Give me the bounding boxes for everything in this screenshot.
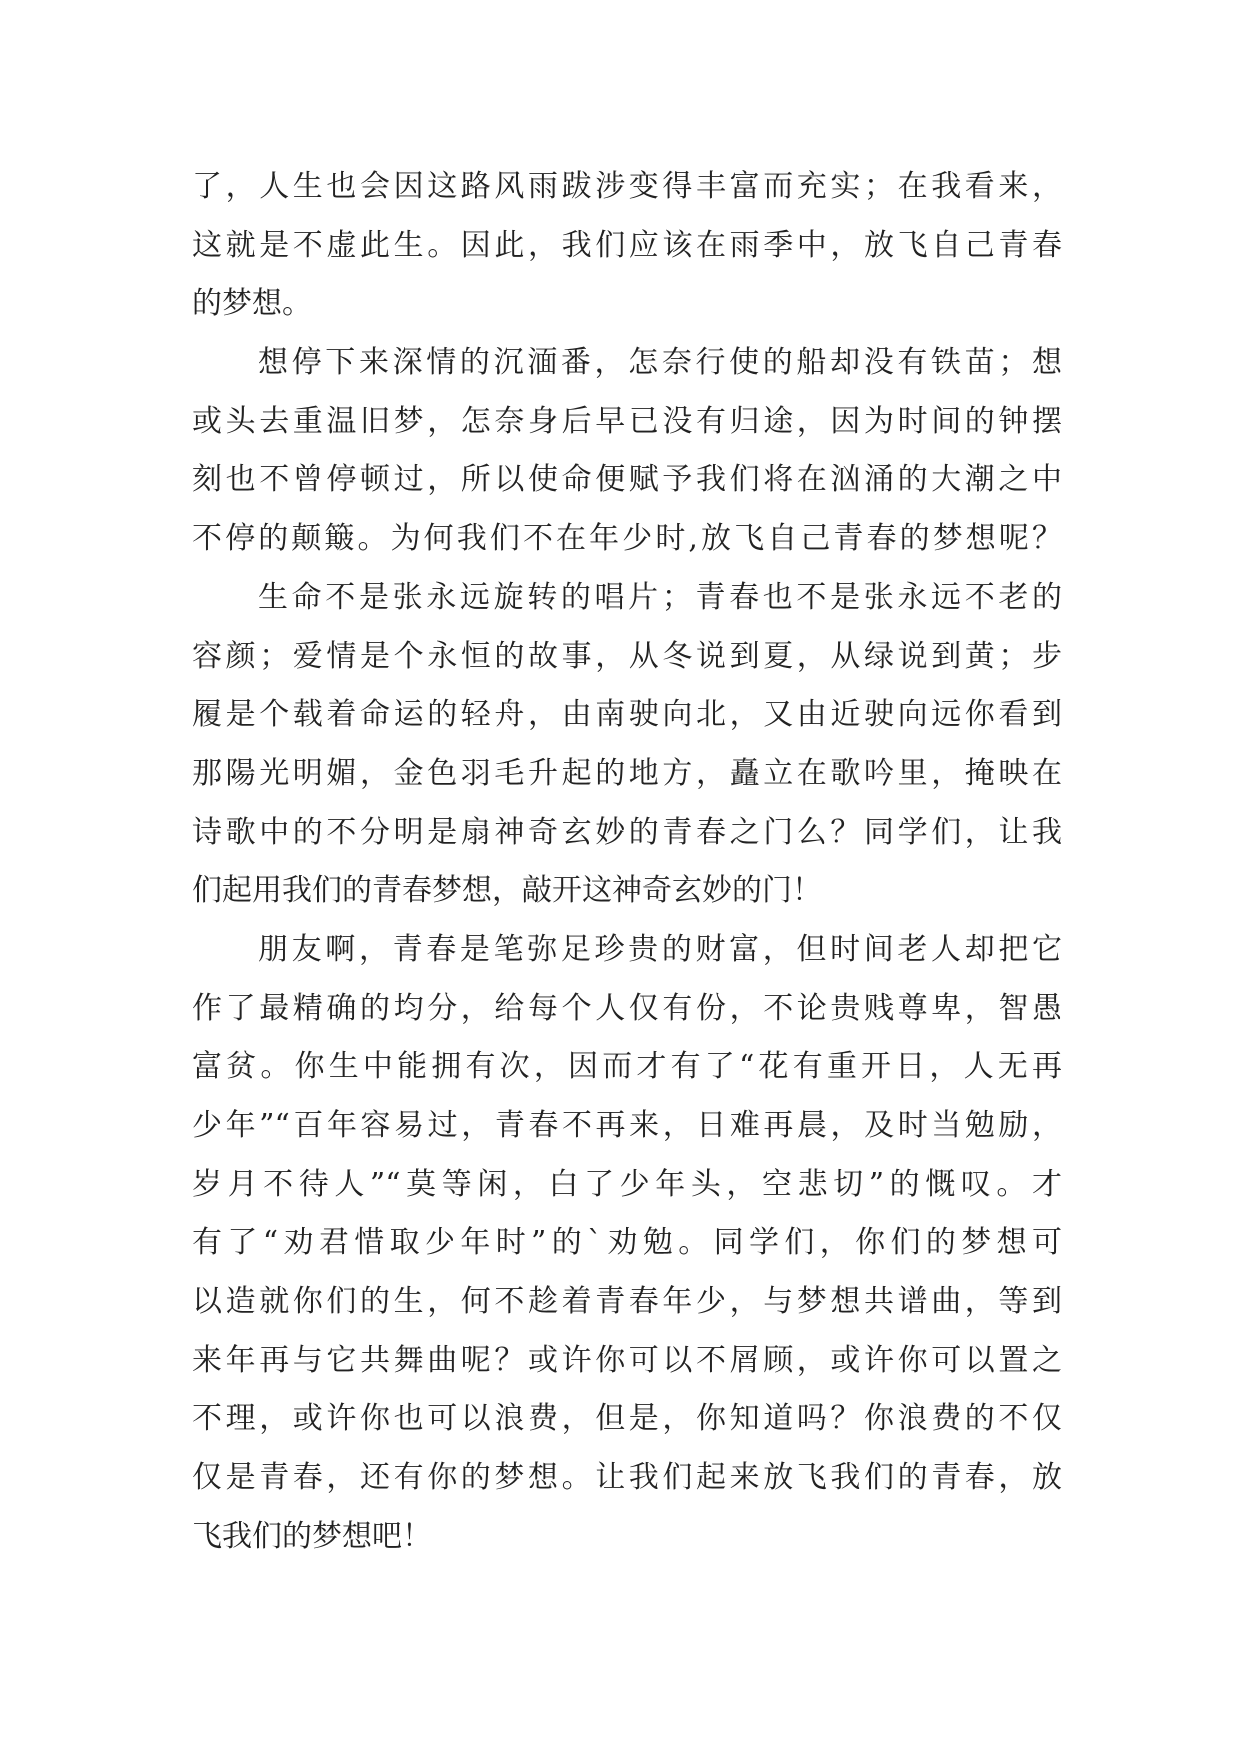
text-line: 想停下来深情的沉湎番，怎奈行使的船却没有铁苗；想 bbox=[258, 345, 1062, 381]
paragraph-1 bbox=[192, 158, 1062, 334]
paragraph-3 bbox=[192, 569, 1062, 921]
text-line: 这就是不虚此生。因此，我们应该在雨季中，放飞自己青春 bbox=[192, 227, 1062, 263]
text-line: 或头去重温旧梦，怎奈身后早已没有归途，因为时间的钟摆 bbox=[192, 403, 1062, 439]
paragraph-2 bbox=[192, 334, 1062, 569]
text-line: 刻也不曾停顿过，所以使命便赋予我们将在汹涌的大潮之中 bbox=[192, 462, 1062, 498]
paragraph-4 bbox=[192, 921, 1062, 1567]
text-line: 们起用我们的青春梦想，敲开这神奇玄妙的门！ bbox=[192, 873, 822, 909]
text-line: 诗歌中的不分明是扇神奇玄妙的青春之门么？同学们，让我 bbox=[192, 814, 1062, 850]
text-line: 生命不是张永远旋转的唱片；青春也不是张永远不老的 bbox=[258, 579, 1062, 615]
text-line: 富贫。你生中能拥有次，因而才有了“花有重开日，人无再 bbox=[192, 1049, 1062, 1085]
text-line: 来年再与它共舞曲呢？或许你可以不屑顾，或许你可以置之 bbox=[192, 1342, 1062, 1378]
text-line: 了，人生也会因这路风雨跋涉变得丰富而充实；在我看来， bbox=[192, 169, 1062, 204]
text-line: 容颜；爱情是个永恒的故事，从冬说到夏，从绿说到黄；步 bbox=[192, 638, 1062, 674]
text-line: 有了“劝君惜取少年时”的`劝勉。同学们，你们的梦想可 bbox=[192, 1225, 1062, 1261]
text-line: 岁月不待人”“莫等闲，白了少年头，空悲切”的慨叹。才 bbox=[192, 1166, 1062, 1202]
text-line: 的梦想。 bbox=[192, 286, 312, 322]
text-line: 以造就你们的生，何不趁着青春年少，与梦想共谱曲，等到 bbox=[192, 1284, 1062, 1320]
text-line: 飞我们的梦想吧！ bbox=[192, 1518, 432, 1554]
text-line: 少年”“百年容易过，青春不再来，日难再晨，及时当勉励， bbox=[192, 1108, 1062, 1143]
text-line: 不停的颠簸。为何我们不在年少时,放飞自己青春的梦想呢？ bbox=[192, 521, 1062, 557]
text-line: 作了最精确的均分，给每个人仅有份，不论贵贱尊卑，智愚 bbox=[192, 990, 1062, 1026]
text-line: 朋友啊，青春是笔弥足珍贵的财富，但时间老人却把它 bbox=[258, 931, 1062, 967]
text-line: 那陽光明媚，金色羽毛升起的地方，矗立在歌吟里，掩映在 bbox=[192, 755, 1062, 791]
document-page bbox=[192, 158, 1062, 1567]
text-line: 不理，或许你也可以浪费，但是，你知道吗？你浪费的不仅 bbox=[192, 1401, 1062, 1437]
text-line: 履是个载着命运的轻舟，由南驶向北，又由近驶向远你看到 bbox=[192, 697, 1062, 733]
text-line: 仅是青春，还有你的梦想。让我们起来放飞我们的青春，放 bbox=[192, 1460, 1062, 1496]
